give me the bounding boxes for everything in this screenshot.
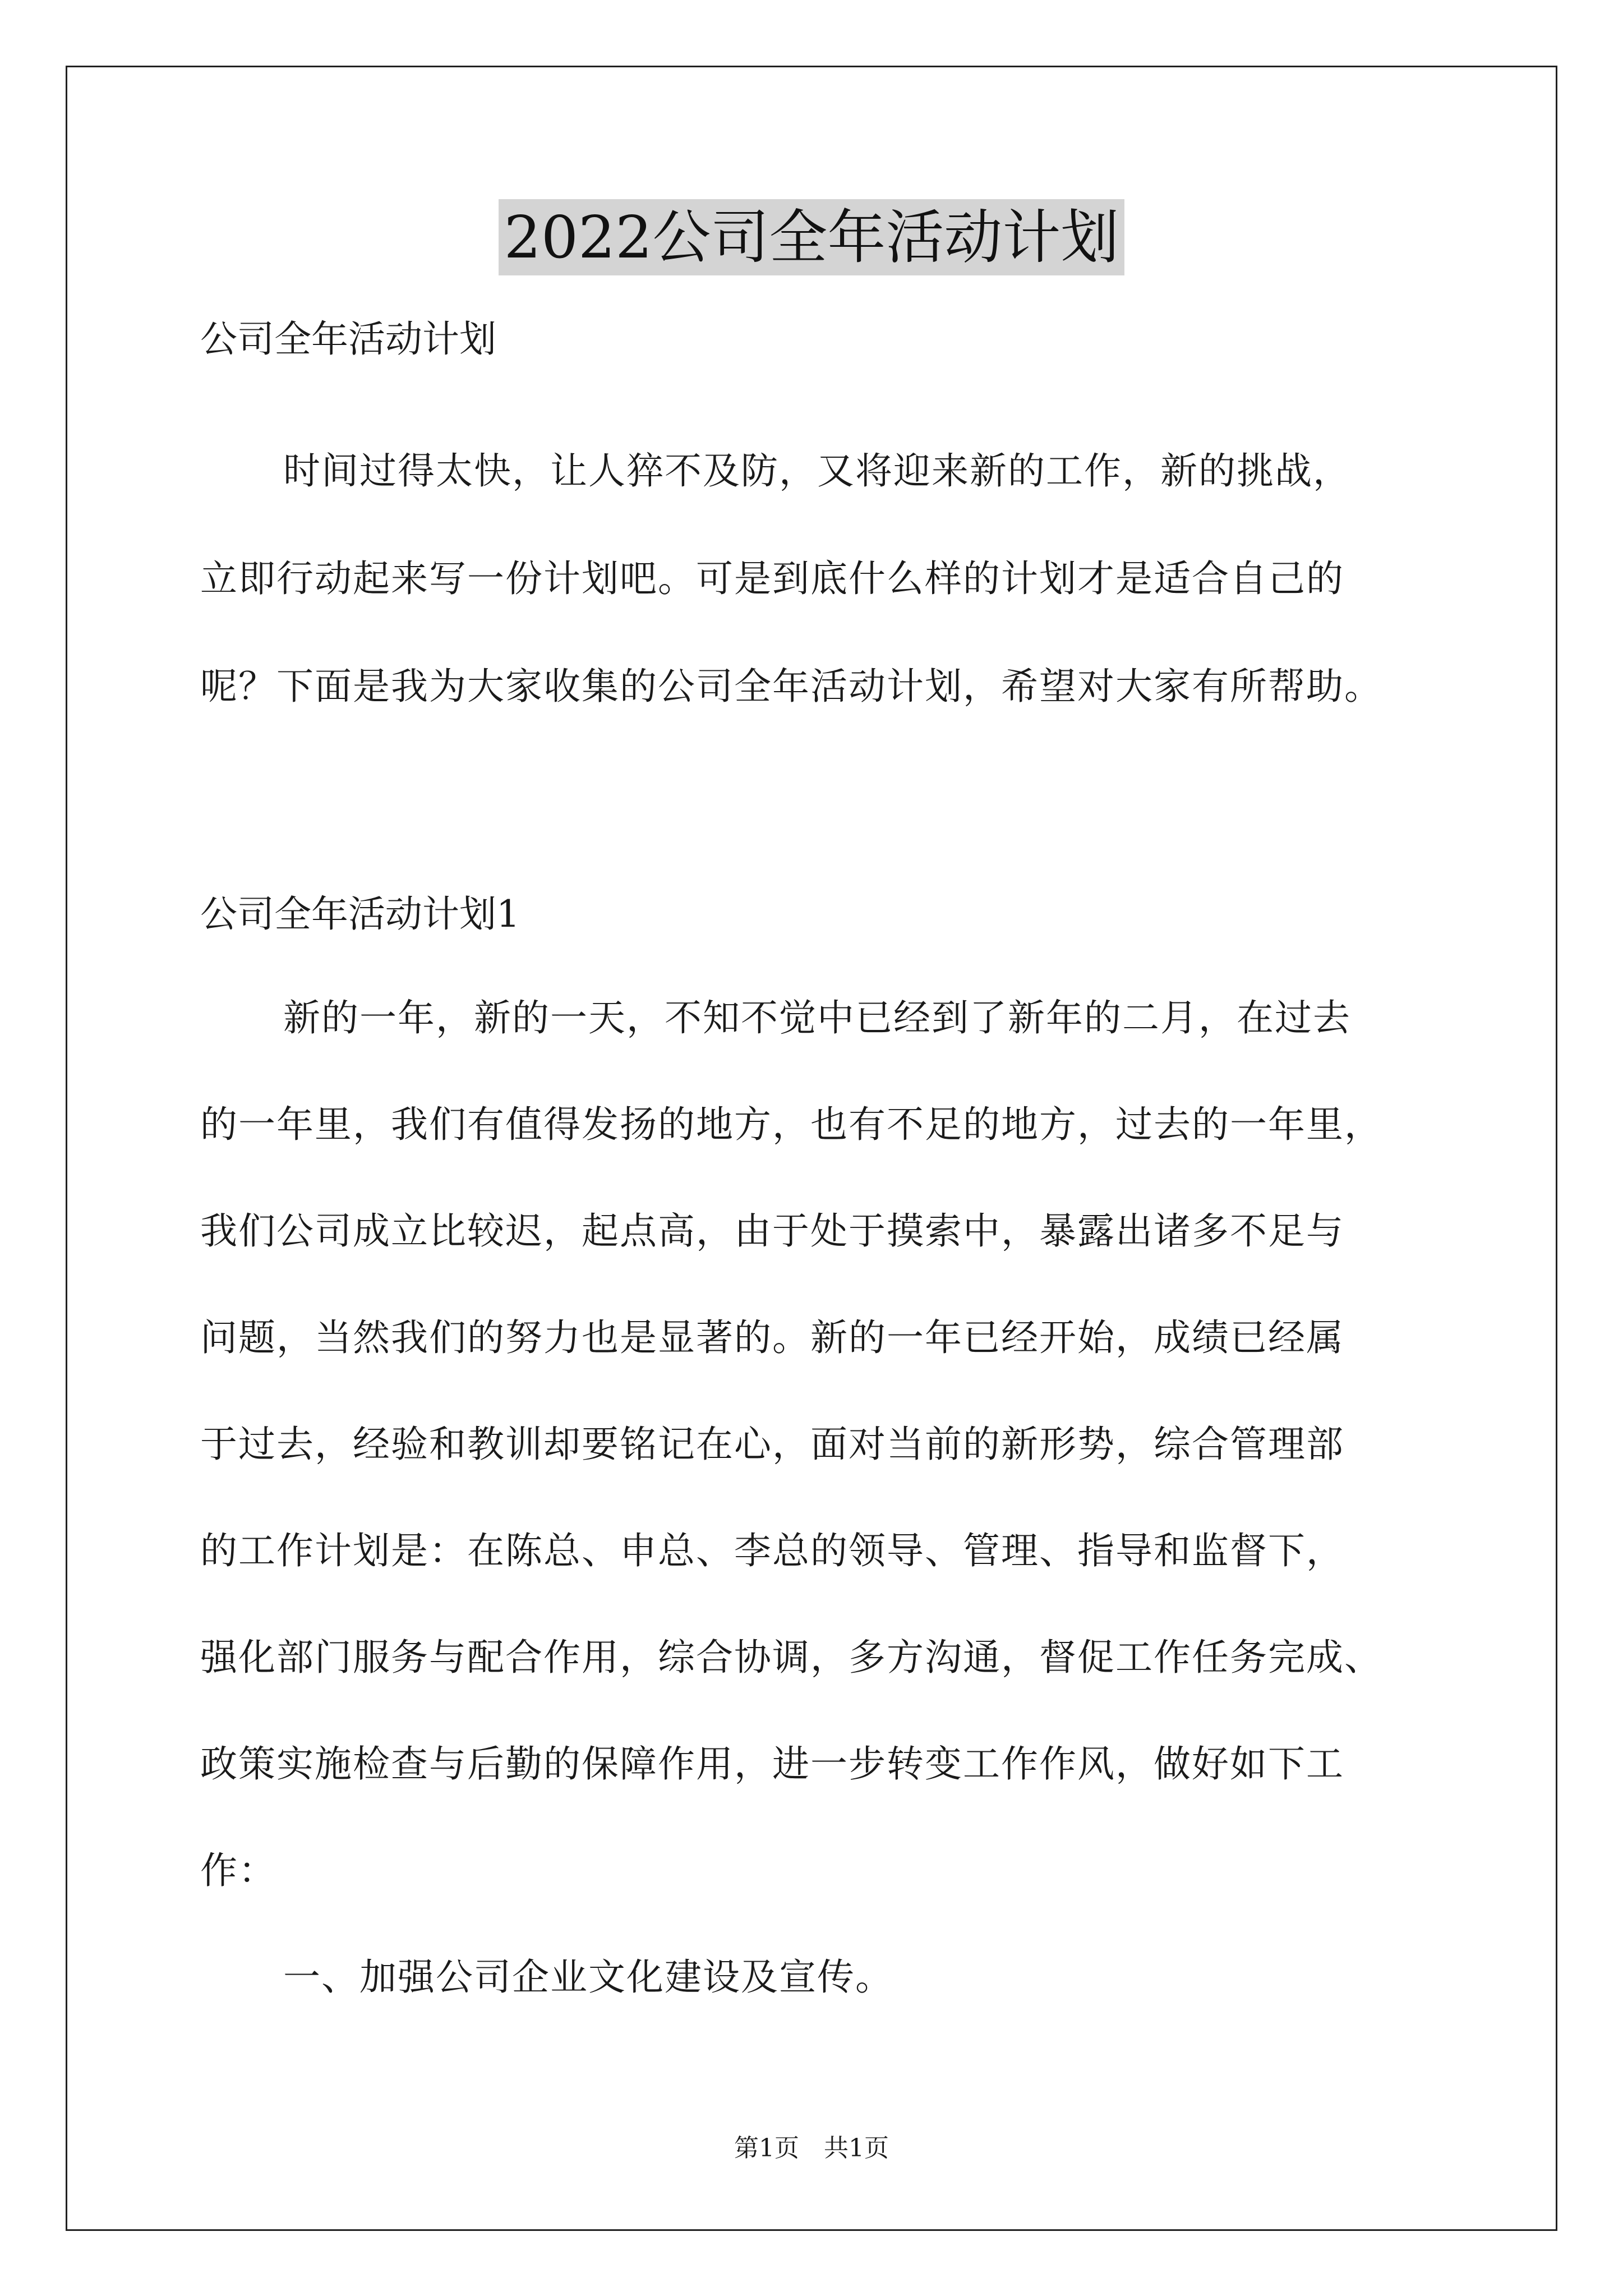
section-heading: 公司全年活动计划1 bbox=[200, 892, 520, 936]
body-line: 作： bbox=[200, 1849, 276, 1892]
body-line: 的一年里，我们有值得发扬的地方，也有不足的地方，过去的一年里， bbox=[200, 1103, 1382, 1146]
document-title: 2022公司全年活动计划 bbox=[499, 199, 1125, 275]
title-container bbox=[0, 199, 1623, 275]
body-line: 政策实施检查与后勤的保障作用，进一步转变工作作风，做好如下工 bbox=[200, 1742, 1344, 1786]
body-line: 于过去，经验和教训却要铭记在心，面对当前的新形势，综合管理部 bbox=[200, 1423, 1344, 1466]
body-line: 的工作计划是：在陈总、申总、李总的领导、管理、指导和监督下， bbox=[200, 1529, 1344, 1572]
body-line: 新的一年，新的一天，不知不觉中已经到了新年的二月，在过去 bbox=[283, 996, 1351, 1039]
intro-line: 立即行动起来写一份计划吧。可是到底什么样的计划才是适合自己的 bbox=[200, 557, 1344, 600]
body-line: 我们公司成立比较迟，起点高，由于处于摸索中，暴露出诸多不足与 bbox=[200, 1209, 1344, 1253]
document-subtitle: 公司全年活动计划 bbox=[200, 318, 496, 361]
list-item-text: 一、加强公司企业文化建设及宣传。 bbox=[283, 1955, 893, 1999]
intro-line: 时间过得太快，让人猝不及防，又将迎来新的工作，新的挑战， bbox=[283, 449, 1351, 493]
page-footer: 第1页 共1页 bbox=[734, 2134, 889, 2162]
body-line: 强化部门服务与配合作用，综合协调，多方沟通，督促工作任务完成、 bbox=[200, 1636, 1382, 1679]
body-line: 问题，当然我们的努力也是显著的。新的一年已经开始，成绩已经属 bbox=[200, 1316, 1344, 1359]
intro-line: 呢？下面是我为大家收集的公司全年活动计划，希望对大家有所帮助。 bbox=[200, 665, 1382, 708]
